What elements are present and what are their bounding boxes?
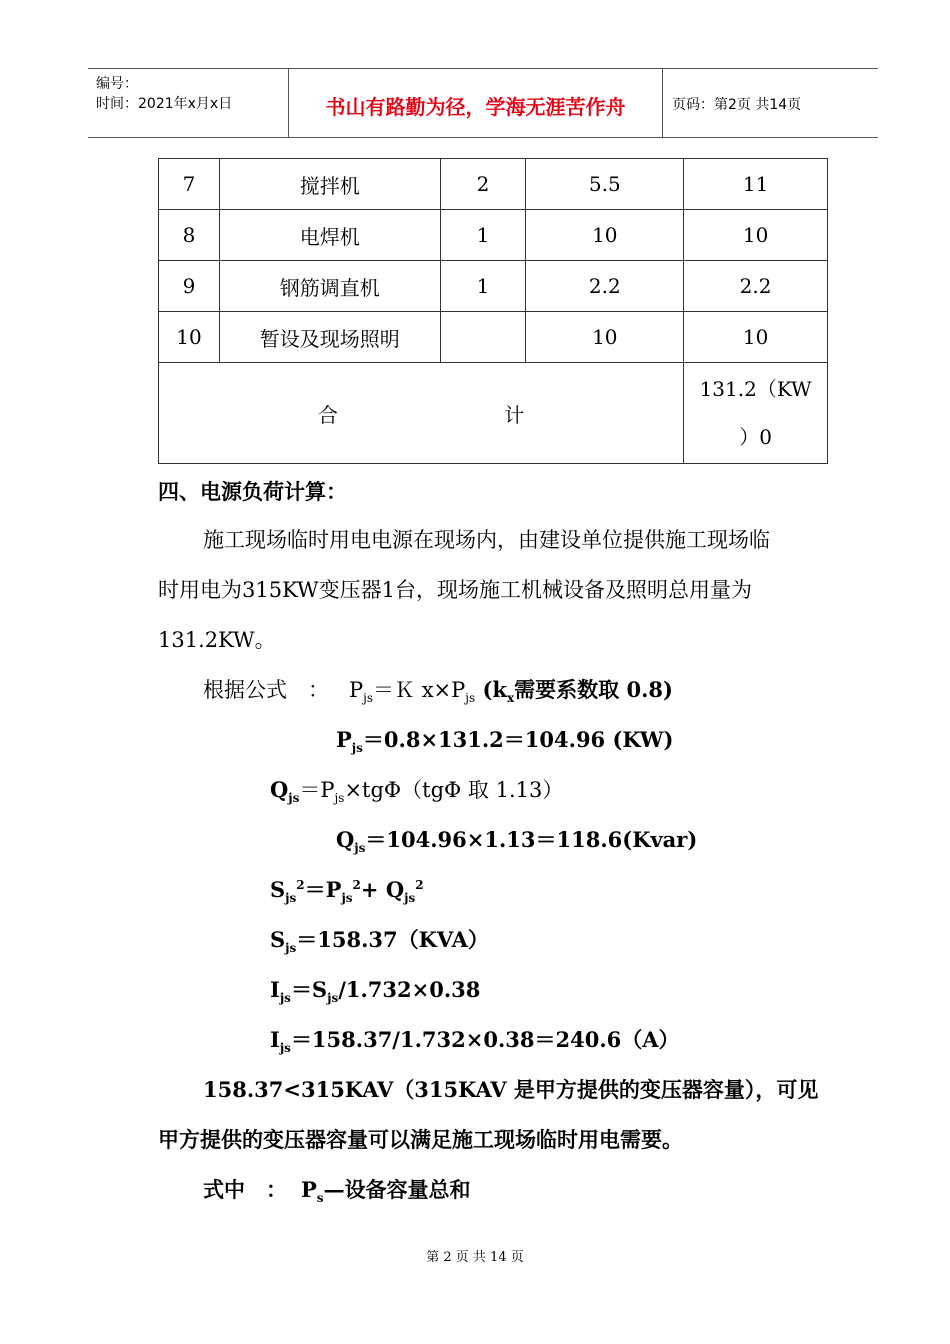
equipment-qty: 1 bbox=[440, 210, 526, 261]
total-label-1: 合 bbox=[317, 402, 338, 427]
motto-text: 书山有路勤为径，学海无涯苦作舟 bbox=[325, 95, 626, 119]
equipment-name: 电焊机 bbox=[219, 210, 440, 261]
where-line bbox=[203, 1174, 471, 1205]
total-label-cell bbox=[159, 363, 684, 464]
formula-text: ＝104.96×1.13＝118.6(Kvar) bbox=[365, 827, 698, 852]
symbol: Q bbox=[270, 777, 289, 802]
formula-text: ＝P bbox=[299, 778, 335, 802]
equipment-total: 11 bbox=[684, 159, 828, 210]
number-label: 编号： bbox=[96, 76, 138, 92]
subscript: js bbox=[363, 691, 374, 706]
formula-8 bbox=[270, 1024, 680, 1055]
equipment-total: 2.2 bbox=[684, 261, 828, 312]
where-label: 式中 ： bbox=[203, 1177, 287, 1202]
symbol: Q bbox=[336, 827, 355, 852]
section-heading: 四、电源负荷计算： bbox=[158, 479, 347, 504]
formula-text: ×tgΦ（tgΦ 取 1.13） bbox=[344, 778, 564, 802]
subscript: js bbox=[404, 891, 416, 906]
subscript: js bbox=[341, 891, 353, 906]
formula-3 bbox=[270, 774, 563, 805]
equipment-name: 暂设及现场照明 bbox=[219, 312, 440, 363]
total-value-line2: ）0 bbox=[739, 425, 772, 449]
paragraph-line: 时用电为315KW变压器1台，现场施工机械设备及照明总用量为 bbox=[158, 578, 752, 602]
header-meta-cell bbox=[88, 69, 288, 137]
row-number: 8 bbox=[159, 210, 220, 261]
symbol: S bbox=[270, 927, 286, 952]
row-number: 9 bbox=[159, 261, 220, 312]
table-row bbox=[159, 312, 828, 363]
total-row bbox=[159, 363, 828, 464]
formula-4 bbox=[336, 824, 697, 855]
paragraph-line: 施工现场临时用电电源在现场内，由建设单位提供施工现场临 bbox=[203, 528, 770, 552]
formula-text: —设备容量总和 bbox=[323, 1177, 471, 1202]
formula-text: 需要系数取 0.8) bbox=[514, 677, 673, 702]
formula-text: (k bbox=[475, 677, 507, 702]
header-page-cell bbox=[662, 69, 878, 137]
table-row bbox=[159, 261, 828, 312]
formula-7 bbox=[270, 974, 480, 1005]
total-value-line1: 131.2（KW bbox=[699, 377, 812, 401]
superscript: 2 bbox=[352, 878, 361, 892]
subscript: js bbox=[354, 841, 366, 856]
subscript: x bbox=[506, 691, 515, 706]
equipment-qty: 1 bbox=[440, 261, 526, 312]
page-number-label: 页码：第2页 共14页 bbox=[672, 97, 802, 113]
equipment-total: 10 bbox=[684, 210, 828, 261]
equipment-power: 10 bbox=[526, 210, 684, 261]
equipment-table bbox=[158, 158, 828, 464]
subscript: js bbox=[288, 791, 300, 806]
formula-text: ＝0.8×131.2＝104.96 (KW) bbox=[362, 727, 674, 752]
equipment-power: 10 bbox=[526, 312, 684, 363]
symbol: P bbox=[349, 678, 364, 702]
subscript: js bbox=[285, 941, 297, 956]
equipment-total: 10 bbox=[684, 312, 828, 363]
formula-2 bbox=[336, 724, 673, 755]
subscript: js bbox=[351, 741, 363, 756]
equipment-name: 钢筋调直机 bbox=[219, 261, 440, 312]
row-number: 7 bbox=[159, 159, 220, 210]
symbol: P bbox=[336, 727, 352, 752]
subscript: js bbox=[465, 691, 476, 706]
formula-text: ＝158.37/1.732×0.38＝240.6（A） bbox=[290, 1027, 680, 1052]
total-value-cell bbox=[684, 363, 828, 464]
equipment-name: 搅拌机 bbox=[219, 159, 440, 210]
subscript: js bbox=[285, 891, 297, 906]
formula-1 bbox=[203, 674, 673, 705]
symbol: P bbox=[301, 1177, 317, 1202]
formula-text: ＝Ｋ x×P bbox=[373, 678, 466, 702]
paragraph-line: 131.2KW。 bbox=[158, 628, 276, 652]
time-label: 时间：2021年x月x日 bbox=[96, 96, 233, 112]
formula-6 bbox=[270, 924, 489, 955]
equipment-power: 5.5 bbox=[526, 159, 684, 210]
conclusion-line: 甲方提供的变压器容量可以满足施工现场临时用电需要。 bbox=[158, 1127, 683, 1152]
formula-text: ＝S bbox=[290, 977, 328, 1002]
table-row bbox=[159, 210, 828, 261]
formula-text: ＝158.37（KVA） bbox=[296, 927, 489, 952]
equipment-qty: 2 bbox=[440, 159, 526, 210]
header-motto-cell bbox=[288, 69, 663, 137]
subscript: s bbox=[316, 1191, 324, 1206]
formula-5 bbox=[270, 874, 424, 905]
superscript: 2 bbox=[415, 878, 424, 892]
page-footer: 第 2 页 共 14 页 bbox=[426, 1250, 524, 1265]
symbol: I bbox=[270, 1027, 280, 1052]
subscript: js bbox=[279, 991, 291, 1006]
symbol: S bbox=[270, 877, 286, 902]
conclusion-line: 158.37<315KAV（315KAV 是甲方提供的变压器容量），可见 bbox=[203, 1077, 819, 1102]
symbol: I bbox=[270, 977, 280, 1002]
row-number: 10 bbox=[159, 312, 220, 363]
total-label-2: 计 bbox=[504, 402, 525, 427]
formula-text: + Q bbox=[360, 877, 405, 902]
equipment-power: 2.2 bbox=[526, 261, 684, 312]
subscript: js bbox=[327, 991, 339, 1006]
page-header bbox=[88, 68, 878, 138]
subscript: js bbox=[334, 791, 345, 806]
formula-intro: 根据公式 ： bbox=[203, 678, 329, 702]
table-row bbox=[159, 159, 828, 210]
superscript: 2 bbox=[296, 878, 305, 892]
subscript: js bbox=[279, 1041, 291, 1056]
equipment-qty bbox=[440, 312, 526, 363]
formula-text: /1.732×0.38 bbox=[338, 977, 481, 1002]
formula-text: ＝P bbox=[304, 877, 342, 902]
